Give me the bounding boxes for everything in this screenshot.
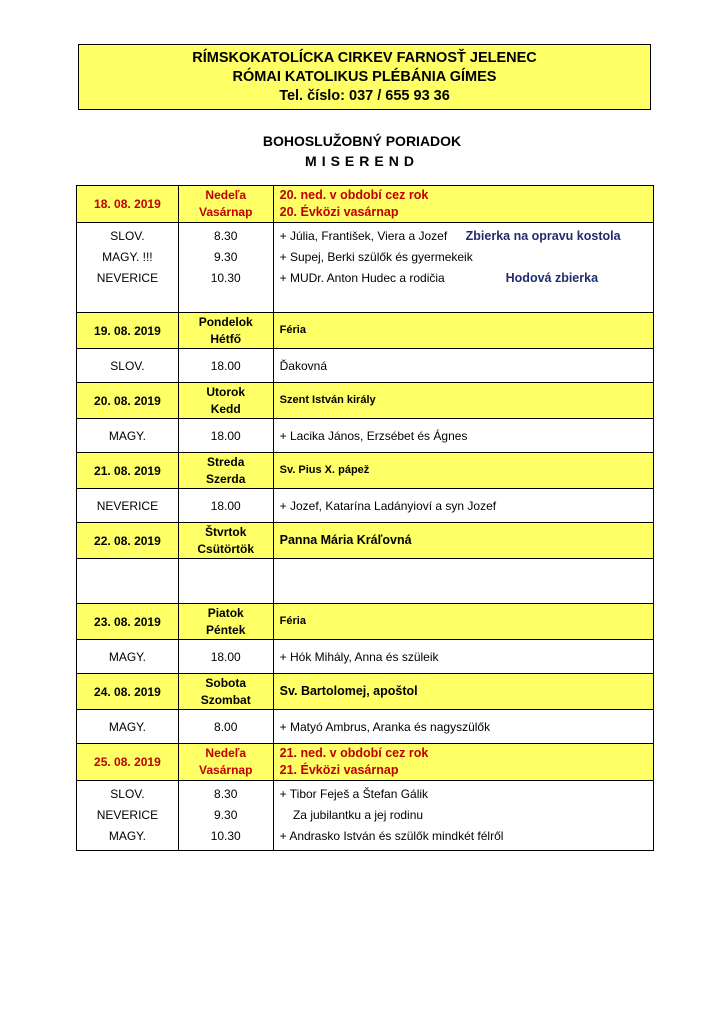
intention-text: + MUDr. Anton Hudec a rodičia [279,271,445,285]
time-text: 8.30 [214,229,238,243]
day-date: 20. 08. 2019 [77,383,179,419]
day-name-hu: Hétfő [210,331,242,346]
mass-intention: + Lacika János, Erzsébet és Ágnes [273,419,653,453]
time-text: 9.30 [214,808,238,822]
location-text: MAGY. [108,829,146,843]
mass-row [77,710,654,744]
intention-text: Za jubilantku a jej rodinu [279,808,424,822]
day-name-hu: Csütörtök [197,541,255,556]
day-header-row [77,744,654,781]
mass-row [77,640,654,674]
parish-phone: Tel. číslo: 037 / 655 93 36 [279,88,450,104]
location-text: NEVERICE [96,808,159,822]
parish-header [78,44,651,110]
day-name [178,523,273,559]
day-name-hu: Vasárnap [199,763,253,777]
feast-name: Panna Mária Kráľovná [273,523,653,559]
feast-name [273,744,653,781]
time-text: 10.30 [210,271,241,285]
mass-time [178,223,273,313]
day-header-row [77,523,654,559]
day-date: 21. 08. 2019 [77,453,179,489]
day-date: 19. 08. 2019 [77,313,179,349]
day-date: 22. 08. 2019 [77,523,179,559]
time-text: 10.30 [210,829,241,843]
feast-name: Szent István király [273,383,653,419]
mass-intention: + Matyó Ambrus, Aranka és nagyszülők [273,710,653,744]
mass-row [77,223,654,313]
mass-intention [273,223,653,313]
day-header-row [77,186,654,223]
intention-text: + Andrasko István és szülők mindkét félről [279,829,504,843]
location-text: SLOV. [110,787,145,801]
mass-intention: + Jozef, Katarína Ladányioví a syn Jozef [273,489,653,523]
day-date: 18. 08. 2019 [77,186,179,223]
parish-name-hu: RÓMAI KATOLIKUS PLÉBÁNIA GÍMES [232,69,497,85]
location-text: NEVERICE [96,271,159,285]
intention-text: + Júlia, František, Viera a Jozef [279,229,448,243]
mass-intention: Ďakovná [273,349,653,383]
mass-row [77,349,654,383]
mass-row-empty [77,559,654,604]
day-date: 25. 08. 2019 [77,744,179,781]
day-name [178,744,273,781]
mass-time: 18.00 [178,349,273,383]
day-name-sk: Piatok [207,605,244,620]
mass-location [77,781,179,851]
day-name-sk: Sobota [205,675,247,690]
day-name-sk: Nedeľa [205,188,247,202]
day-header-row [77,453,654,489]
day-header-row [77,604,654,640]
day-date: 23. 08. 2019 [77,604,179,640]
mass-location: MAGY. [77,710,179,744]
mass-intention: + Hók Mihály, Anna és szüleik [273,640,653,674]
day-header-row [77,313,654,349]
day-name-sk: Utorok [206,384,246,399]
day-name [178,383,273,419]
day-name [178,674,273,710]
mass-row [77,781,654,851]
empty-cell [178,559,273,604]
day-name [178,453,273,489]
mass-row [77,489,654,523]
feast-line-sk: 20. ned. v období cez rok [279,188,429,202]
mass-location [77,223,179,313]
day-name [178,313,273,349]
feast-name: Féria [273,313,653,349]
day-name-hu: Szombat [200,692,251,707]
feast-name: Sv. Bartolomej, apoštol [273,674,653,710]
collection-note: Zbierka na opravu kostola [465,229,621,243]
document-title-sk: BOHOSLUŽOBNÝ PORIADOK [262,133,462,149]
day-name [178,186,273,223]
day-header-row [77,674,654,710]
day-name-sk: Streda [207,454,245,469]
intention-text: + Tibor Feješ a Štefan Gálik [279,787,429,801]
mass-location: MAGY. [77,419,179,453]
mass-location: NEVERICE [77,489,179,523]
mass-time: 18.00 [178,489,273,523]
day-header-row [77,383,654,419]
parish-name-sk: RÍMSKOKATOLÍCKA CIRKEV FARNOSŤ JELENEC [192,50,537,66]
day-name [178,604,273,640]
day-name-sk: Pondelok [198,314,253,329]
mass-row [77,419,654,453]
mass-intention [273,781,653,851]
mass-location: SLOV. [77,349,179,383]
day-name-sk: Nedeľa [205,746,247,760]
mass-location: MAGY. [77,640,179,674]
location-text: MAGY. !!! [102,250,153,264]
feast-line-sk: 21. ned. v období cez rok [279,746,429,760]
mass-schedule-table [76,185,654,851]
feast-name: Féria [273,604,653,640]
day-name-hu: Péntek [206,622,246,637]
day-name-hu: Kedd [210,401,241,416]
day-name-hu: Szerda [206,471,246,486]
feast-line-hu: 20. Évközi vasárnap [279,205,399,219]
time-text: 9.30 [214,250,238,264]
intention-text: + Supej, Berki szülők és gyermekeik [279,250,473,264]
day-date: 24. 08. 2019 [77,674,179,710]
feast-name: Sv. Pius X. pápež [273,453,653,489]
location-text: SLOV. [110,229,145,243]
mass-time: 8.00 [178,710,273,744]
empty-cell [273,559,653,604]
time-text: 8.30 [214,787,238,801]
collection-note: Hodová zbierka [505,271,599,285]
document-title-hu: MISEREND [305,153,419,169]
mass-time: 18.00 [178,419,273,453]
day-name-hu: Vasárnap [199,205,253,219]
feast-name [273,186,653,223]
feast-line-hu: 21. Évközi vasárnap [279,763,399,777]
mass-time: 18.00 [178,640,273,674]
mass-time [178,781,273,851]
empty-cell [77,559,179,604]
day-name-sk: Štvrtok [205,524,247,539]
